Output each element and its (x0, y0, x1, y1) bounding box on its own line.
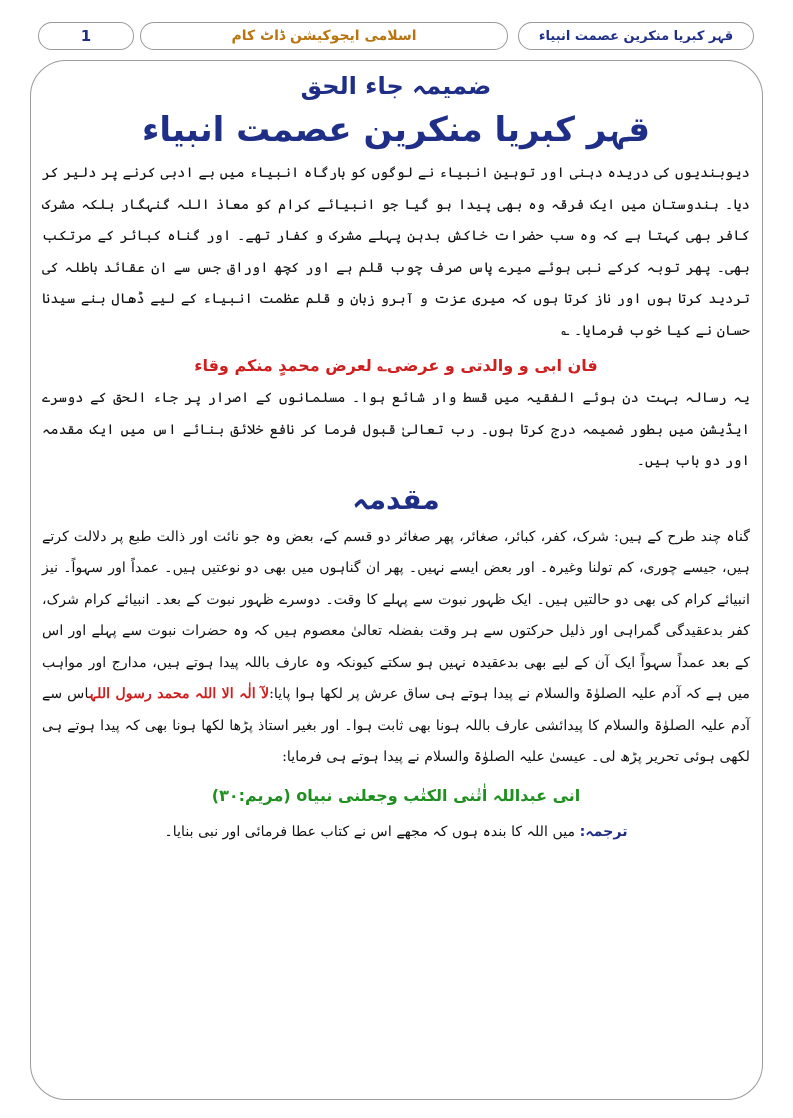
hassan-verse: فان ابی و والدتی و عرضی؎ لعرض محمدٍ منکم وقاء (194, 356, 598, 375)
page-content (40, 68, 752, 848)
translation-line (40, 816, 752, 848)
book-title-badge: قہر کبریا منکرین عصمت انبیاء (518, 22, 754, 50)
main-title: قہر کبریا منکرین عصمت انبیاء (141, 110, 651, 150)
translation-text: میں اللہ کا بندہ ہوں کہ مجھے اس نے کتاب عطا فرمائی اور نبی بنایا۔ (164, 823, 576, 840)
second-paragraph: یہ رسالہ بہت دن ہوئے الفقیہ میں قسط وار شائع ہوا۔ مسلمانوں کے اصرار پر جاء الحق کے دوسرے ایڈیشن میں بطور ضمیمہ درج کرتا ہوں۔ رب تعالیٰ قبول فرما کر نافع خلائق بنائے اس میں ایک مقدمہ اور دو باب ہیں۔ (42, 390, 750, 469)
quran-verse: انی عبداللہ اٰتٰنی الکتٰب وجعلنی نبیاo (مریم:۳۰) (211, 785, 581, 805)
muqaddama-text-part2: اس سے آدم علیہ الصلوٰۃ والسلام کا پیدائشی عارف باللہ ہونا بھی ثابت ہوا۔ اور بغیر استاذ پڑھا لکھا ہونا بھی کہ پیدا ہوتے ہی لکھی ہوئی تحریر پڑھ لی۔ عیسیٰ علیہ الصلوٰۃ والسلام نے پیدا ہوتے ہی فرمایا: (42, 686, 750, 765)
supplement-heading: ضمیمہ جاء الحق (300, 72, 492, 100)
translation-label: ترجمہ: (579, 823, 628, 840)
section-heading: مقدمہ (352, 482, 440, 516)
muqaddama-paragraph (40, 522, 752, 774)
site-name-badge: اسلامی ایجوکیشن ڈاٹ کام (140, 22, 508, 50)
kalima-text: لآ الٰہ الا اللہ محمد رسول اللہ (88, 686, 270, 702)
muqaddama-text-part1: گناہ چند طرح کے ہیں: شرک، کفر، کبائر، صغائر، پھر صغائر دو قسم کے، بعض وہ جو نائت اور ذالت طبع پر دلالت کرتے ہیں، جیسے چوری، کم تولنا وغیرہ۔ اور بعض ایسے نہیں۔ پھر ان گناہوں میں بھی دو نوعتیں ہیں۔ عمداً اور سہواً۔ نیز انبیائے کرام کی بھی دو حالتیں ہیں۔ ایک ظہور نبوت سے پہلے کا وقت۔ دوسرے ظہور نبوت کے بعد۔ انبیائے کرام شرک، کفر بدعقیدگی گمراہی اور ذلیل حرکتوں سے ہر وقت بفضلہ تعالیٰ معصوم ہیں کہ وہ حضرات نبوت سے پہلے اور اس کے بعد عمداً سہواً ایک آن کے لیے بھی بدعقیدہ نہیں ہو سکتے کیونکہ وہ عارف باللہ پیدا ہوتے ہیں، مدارج اور مواہب میں ہے کہ آدم علیہ الصلوٰۃ والسلام نے پیدا ہوتے ہی ساق عرش پر لکھا ہوا پایا: (42, 528, 751, 702)
page-number-badge: 1 (38, 22, 134, 50)
page-header (38, 22, 754, 52)
intro-paragraph: دیوبندیوں کی دریدہ دہنی اور توہین انبیاء نے لوگوں کو بارگاہ انبیاء میں بے ادبی کرنے پر دلیر کر دیا۔ ہندوستان میں ایک فرقہ وہ بھی پیدا ہو گیا جو انبیائے کرام کو معاذ اللہ گنہگار بلکہ مشرک کافر بھی کہتا ہے کہ وہ سب حضرات خاکش بدہن پہلے مشرک و کفار تھے۔ اور گناہ کبائر کے مرتکب بھی۔ پھر توبہ کرکے نبی ہوئے میرے پاس صرف چوب قلم ہے اور کچھ اوراق جس سے ان عقائد باطلہ کی تردید کرتا ہوں اور ناز کرتا ہوں کہ میری عزت و آبرو زبان و قلم عظمت انبیاء کے لیے ڈھال بنے سیدنا حسان نے کیا خوب فرمایا۔ ؎ (42, 165, 750, 339)
